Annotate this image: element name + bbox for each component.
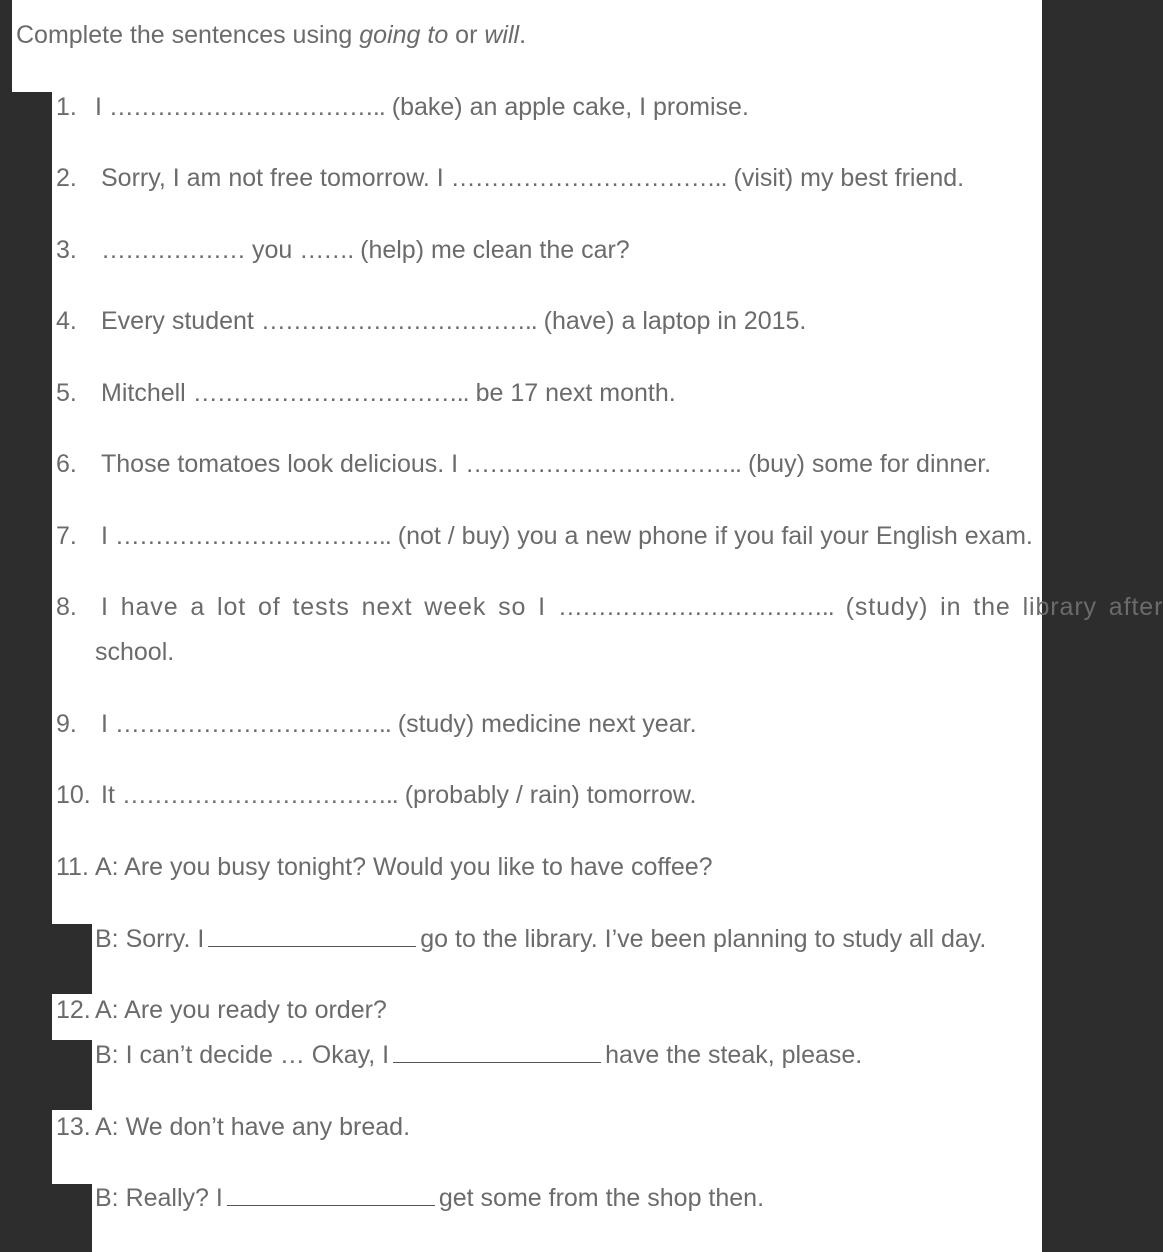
item-11-b-after: go to the library. I’ve been planning to study all day.	[420, 925, 987, 953]
item-2-sentence	[101, 163, 964, 193]
item-5-number: 5.	[56, 379, 77, 407]
item-11-line-a: A: Are you busy tonight? Would you like to have coffee?	[95, 853, 713, 881]
item-11-line-b	[95, 924, 986, 954]
item-6-after: (buy) some for dinner.	[747, 450, 992, 478]
item-4-after: (have) a laptop in 2015.	[543, 307, 807, 335]
item-7-sentence	[101, 521, 1033, 551]
item-12-b-before: B: I can’t decide … Okay, I	[95, 1041, 390, 1069]
item-4-number: 4.	[56, 307, 77, 335]
item-8-blank[interactable]: ……………………………..	[557, 593, 834, 621]
item-3-middle: you	[251, 236, 293, 264]
item-2-before: Sorry, I am not free tomorrow. I	[101, 164, 444, 192]
item-7-blank[interactable]: ……………………………..	[114, 522, 391, 550]
item-6-number: 6.	[56, 450, 77, 478]
item-5-blank[interactable]: ……………………………..	[192, 379, 469, 407]
item-13-number: 13.	[56, 1113, 91, 1141]
item-2-blank[interactable]: ……………………………..	[450, 164, 727, 192]
item-9-sentence	[101, 709, 697, 739]
item-8-continuation: school.	[95, 638, 175, 666]
item-11-b-before: B: Sorry. I	[95, 925, 205, 953]
item-8-number: 8.	[56, 593, 77, 621]
item-13-line-a: A: We don’t have any bread.	[95, 1113, 411, 1141]
item-9-blank[interactable]: ……………………………..	[114, 710, 391, 738]
item-12-b-after: have the steak, please.	[605, 1041, 863, 1069]
item-10-blank[interactable]: ……………………………..	[121, 781, 398, 809]
item-2-number: 2.	[56, 164, 77, 192]
item-6-sentence	[101, 449, 991, 479]
item-10-sentence	[101, 780, 697, 810]
item-1-before: I	[95, 93, 102, 121]
item-10-before: It	[101, 781, 115, 809]
item-8-after: (study) in the library after	[845, 593, 1163, 621]
item-6-blank[interactable]: ……………………………..	[465, 450, 741, 478]
item-13-b-before: B: Really? I	[95, 1184, 223, 1212]
item-12-blank[interactable]	[393, 1061, 601, 1063]
item-2-after: (visit) my best friend.	[733, 164, 965, 192]
item-1-number: 1.	[56, 93, 77, 121]
instruction-prefix: Complete the sentences using	[16, 21, 360, 49]
item-12-line-b	[95, 1040, 862, 1070]
item-5-sentence	[101, 378, 676, 408]
item-9-before: I	[101, 710, 108, 738]
item-3-number: 3.	[56, 236, 77, 264]
item-8-before: I have a lot of tests next week so I	[101, 593, 546, 621]
item-6-before: Those tomatoes look delicious. I	[101, 450, 459, 478]
item-1-after: (bake) an apple cake, I promise.	[391, 93, 749, 121]
item-8-sentence	[101, 592, 1163, 622]
item-4-before: Every student	[101, 307, 254, 335]
item-12-line-a: A: Are you ready to order?	[95, 996, 387, 1024]
item-5-before: Mitchell	[101, 379, 186, 407]
item-9-after: (study) medicine next year.	[397, 710, 697, 738]
item-13-b-after: get some from the shop then.	[438, 1184, 765, 1212]
item-13-line-b	[95, 1183, 764, 1213]
item-12-number: 12.	[56, 996, 91, 1024]
instruction-heading	[16, 20, 526, 50]
item-4-sentence	[101, 306, 806, 336]
item-7-before: I	[101, 522, 108, 550]
instruction-middle: or	[448, 21, 485, 49]
item-7-number: 7.	[56, 522, 77, 550]
item-3-blank-2[interactable]: …….	[299, 236, 354, 264]
item-3-blank[interactable]: ………………	[101, 236, 245, 264]
instruction-option-will: will	[484, 21, 520, 49]
item-1-blank[interactable]: ……………………………..	[108, 93, 385, 121]
item-5-after: be 17 next month.	[475, 379, 676, 407]
instruction-option-going-to: going to	[359, 21, 449, 49]
item-10-number: 10.	[56, 781, 91, 809]
item-11-number: 11.	[56, 853, 89, 881]
item-9-number: 9.	[56, 710, 77, 738]
item-3-sentence	[101, 235, 630, 265]
item-7-after: (not / buy) you a new phone if you fail your English exam.	[397, 522, 1033, 550]
item-11-blank[interactable]	[208, 945, 416, 947]
item-13-blank[interactable]	[227, 1204, 435, 1206]
item-1-sentence	[95, 92, 749, 122]
instruction-suffix: .	[519, 21, 527, 49]
item-4-blank[interactable]: ……………………………..	[260, 307, 537, 335]
item-3-after: (help) me clean the car?	[360, 236, 630, 264]
item-10-after: (probably / rain) tomorrow.	[404, 781, 697, 809]
